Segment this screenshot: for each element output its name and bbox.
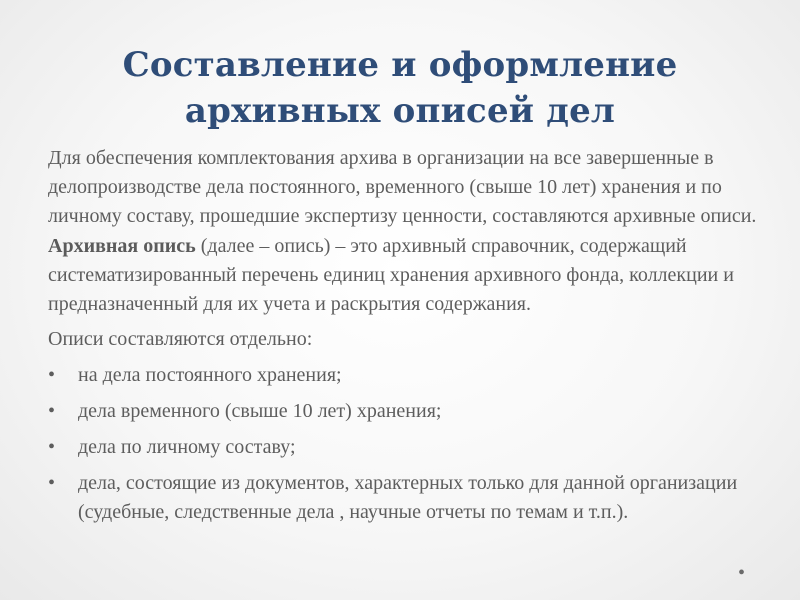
- slide-title: [40, 42, 760, 134]
- bullet-list: [48, 361, 776, 527]
- bullet-item: [48, 469, 776, 527]
- bullet-text: дела по личному составу;: [78, 436, 296, 459]
- bullet-text: на дела постоянного хранения;: [78, 364, 342, 387]
- intro-text-part-2: (далее – опись) – это архивный справочник, содержащий систематизированный перечень единиц хранения архивного фонда, коллекции и предназначенный для их учета и раскрытия содержания.: [48, 234, 734, 316]
- intro-term: Архивная опись: [48, 234, 196, 257]
- bullet-marker: •: [48, 436, 56, 459]
- slide-title-line-2: архивных описей дел: [184, 91, 616, 131]
- intro-text-part-1: Для обеспечения комплектования архива в организации на все завершенные в делопроизводстве дела постоянного, временного (свыше 10 лет) хранения и по личному составу, прошедшие экспертизу ценности, составляются архивные описи.: [48, 147, 757, 228]
- bullet-text: дела, состоящие из документов, характерных только для данной организации (судебные, следственные дела , научные отчеты по темам и т.п.).: [78, 472, 738, 524]
- trailing-bullet-marker: •: [738, 562, 746, 584]
- bullet-item: [48, 397, 776, 426]
- bullet-marker: •: [48, 472, 56, 495]
- bullet-marker: •: [48, 364, 56, 387]
- intro-paragraph: [48, 144, 776, 319]
- slide-title-line-1: Составление и оформление: [122, 45, 678, 85]
- bullet-text: дела временного (свыше 10 лет) хранения;: [78, 400, 442, 423]
- bullet-item: [48, 361, 776, 390]
- bullet-item: [48, 433, 776, 462]
- lead-text: Описи составляются отдельно:: [48, 328, 313, 351]
- slide-body: [48, 144, 776, 534]
- bullet-marker: •: [48, 400, 56, 423]
